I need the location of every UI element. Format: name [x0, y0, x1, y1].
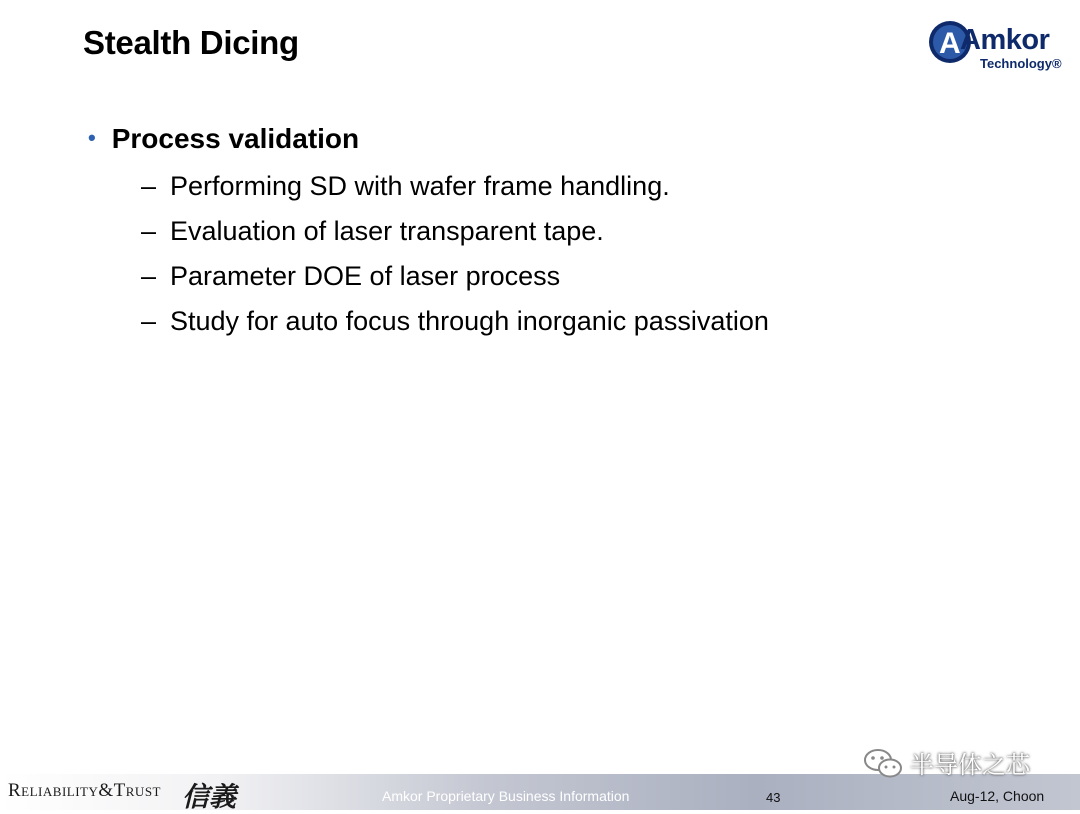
svg-text:A: A — [939, 27, 961, 60]
dash-marker: – — [141, 306, 157, 336]
sub-bullet — [141, 215, 769, 260]
slide-title: Stealth Dicing — [83, 24, 299, 61]
main-bullet-text: Process validation — [111, 123, 360, 154]
footer-date: Aug-12, Choon — [950, 788, 1045, 804]
main-bullet — [88, 123, 359, 155]
footer-slogan: Reliability&Trust — [8, 780, 161, 801]
amkor-logo — [926, 18, 1071, 74]
watermark-text: 半导体之芯 — [910, 751, 1030, 779]
sub-bullet-list — [141, 170, 769, 350]
sub-bullet — [141, 305, 769, 350]
sub-bullet-text: Parameter DOE of laser process — [170, 261, 561, 291]
bullet-dot: • — [88, 125, 96, 150]
sub-bullet — [141, 170, 769, 215]
sub-bullet-text: Evaluation of laser transparent tape. — [170, 216, 604, 246]
footer-info: Amkor Proprietary Business Information — [382, 788, 630, 804]
dash-marker: – — [141, 216, 157, 246]
dash-marker: – — [141, 171, 157, 201]
sub-bullet-text: Performing SD with wafer frame handling. — [170, 171, 670, 201]
watermark — [862, 745, 1047, 779]
footer-slogan-cn: 信義 — [182, 782, 236, 813]
sub-bullet — [141, 260, 769, 305]
wechat-icon — [862, 747, 906, 781]
logo-subtitle: Technology® — [980, 56, 1062, 71]
page-number: 43 — [766, 790, 781, 805]
sub-bullet-text: Study for auto focus through inorganic passivation — [170, 306, 769, 336]
dash-marker: – — [141, 261, 157, 291]
logo-word: Amkor — [960, 24, 1050, 56]
